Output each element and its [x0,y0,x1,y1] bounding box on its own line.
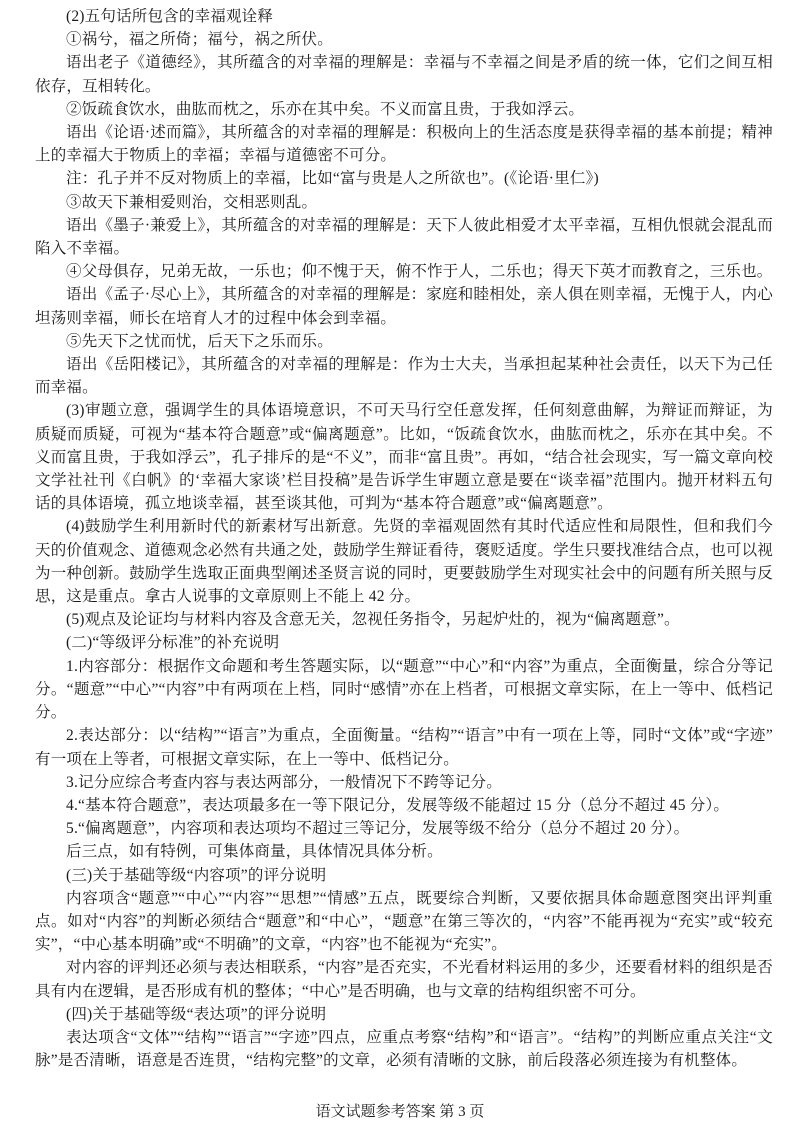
footer-page-label: 语文试题参考答案 第 3 页 [315,1104,485,1120]
answer-key-body [35,5,773,1072]
paragraph: 3.记分应综合考查内容与表达两部分，一般情况下不跨等记分。 [66,773,502,791]
paragraph: 语出《论语·述而篇》，其所蕴含的对幸福的理解是：积极向上的生活态度是获得幸福的基本前提；精神上的幸福大于物质上的幸福；幸福与道德密不可分。 [35,124,773,165]
page-footer [0,1100,800,1121]
paragraph: 注：孔子并不反对物质上的幸福，比如“富与贵是人之所欲也”。(《论语·里仁》) [66,170,599,188]
paragraph: (四)关于基础等级“表达项”的评分说明 [66,1005,327,1023]
paragraph: ③故天下兼相爱则治，交相恶则乱。 [66,193,318,211]
paragraph: (三)关于基础等级“内容项”的评分说明 [66,866,327,884]
paragraph: 1.内容部分：根据作文命题和考生答题实际，以“题意”“中心”和“内容”为重点，全面衡量，综合分等记分。“题意”“中心”“内容”中有两项在上档，同时“感情”亦在上档者，可根据文章实际，在上一等中、低档记分。 [35,657,773,722]
paragraph: 4.“基本符合题意”，表达项最多在一等下限记分，发展等级不能超过 15 分（总分不超过 45 分）。 [66,796,730,814]
paragraph: (4)鼓励学生利用新时代的新素材写出新意。先贤的幸福观固然有其时代适应性和局限性，但和我们今天的价值观念、道德观念必然有共通之处，鼓励学生辩证看待，褒贬适度。学生只要找准结合点，也可以视为一种创新。鼓励学生选取正面典型阐述圣贤言说的同时，更要鼓励学生对现实社会中的问题有所关照与反思，这是重点。拿古人说事的文章原则上不能上 42 分。 [35,518,773,606]
paragraph: (5)观点及论证均与材料内容及含意无关，忽视任务指令，另起炉灶的，视为“偏离题意”。 [66,611,680,629]
paragraph: 5.“偏离题意”，内容项和表达项均不超过三等记分，发展等级不给分（总分不超过 20 分）。 [66,820,690,838]
paragraph: 2.表达部分：以“结构”“语言”为重点，全面衡量。“结构”“语言”中有一项在上等，同时“文体”或“字迹”有一项在上等者，可根据文章实际，在上一等中、低档记分。 [35,727,773,768]
paragraph: 语出《岳阳楼记》，其所蕴含的对幸福的理解是：作为士大夫，当承担起某种社会责任，以天下为己任而幸福。 [35,356,773,397]
paragraph: ②饭疏食饮水，曲肱而枕之，乐亦在其中矣。不义而富且贵，于我如浮云。 [66,100,585,118]
paragraph: 对内容的评判还必须与表达相联系，“内容”是否充实，不光看材料运用的多少，还要看材料的组织是否具有内在逻辑，是否形成有机的整体；“中心”是否明确，也与文章的结构组织密不可分。 [35,959,773,1000]
paragraph: (二)“等级评分标准”的补充说明 [66,634,280,652]
paragraph: (2)五句话所包含的幸福观诠释 [66,8,274,25]
paragraph: (3)审题立意，强调学生的具体语境意识，不可天马行空任意发挥，任何刻意曲解，为辩证而辩证，为质疑而质疑，可视为“基本符合题意”或“偏离题意”。比如，“饭疏食饮水，曲肱而枕之，乐亦在其中矣。不义而富且贵，于我如浮云”，孔子排斥的是“不义”，而非“富且贵”。再如，“结合社会现实，写一篇文章向校文学社社刊《白帆》的‘幸福大家谈’栏目投稿”是告诉学生审题立意是要在“谈幸福”范围内。抛开材料五句话的具体语境，孤立地谈幸福，甚至谈其他，可判为“基本符合题意”或“偏离题意”。 [35,402,773,513]
paragraph: 语出《孟子·尽心上》，其所蕴含的对幸福的理解是：家庭和睦相处，亲人俱在则幸福，无愧于人，内心坦荡则幸福，师长在培育人才的过程中体会到幸福。 [35,286,773,327]
paragraph: ⑤先天下之忧而忧，后天下之乐而乐。 [66,332,333,350]
paragraph: 语出老子《道德经》，其所蕴含的对幸福的理解是：幸福与不幸福之间是矛盾的统一体，它们之间互相依存，互相转化。 [35,54,773,95]
paragraph: 内容项含“题意”“中心”“内容”“思想”“情感”五点，既要综合判断，又要依据具体命题意图突出评判重点。如对“内容”的判断必须结合“题意”和“中心”，“题意”在第三等次的，“内容”不能再视为“充实”或“较充实”，“中心基本明确”或“不明确”的文章，“内容”也不能视为“充实”。 [35,889,773,954]
paragraph: 语出《墨子·兼爱上》，其所蕴含的对幸福的理解是：天下人彼此相爱才太平幸福，互相仇恨就会混乱而陷入不幸福。 [35,216,773,258]
paragraph: ④父母俱存，兄弟无故，一乐也；仰不愧于天，俯不怍于人，二乐也；得天下英才而教育之，三乐也。 [66,263,773,281]
paragraph: 表达项含“文体”“结构”“语言”“字迹”四点，应重点考察“结构”和“语言”。“结构”的判断应重点关注“文脉”是否清晰，语意是否连贯，“结构完整”的文章，必须有清晰的文脉，前后段落必须连接为有机整体。 [35,1028,773,1070]
paragraph: 后三点，如有特例，可集体商量，具体情况具体分析。 [66,843,443,861]
paragraph: ①祸兮，福之所倚；福兮，祸之所伏。 [66,31,333,49]
